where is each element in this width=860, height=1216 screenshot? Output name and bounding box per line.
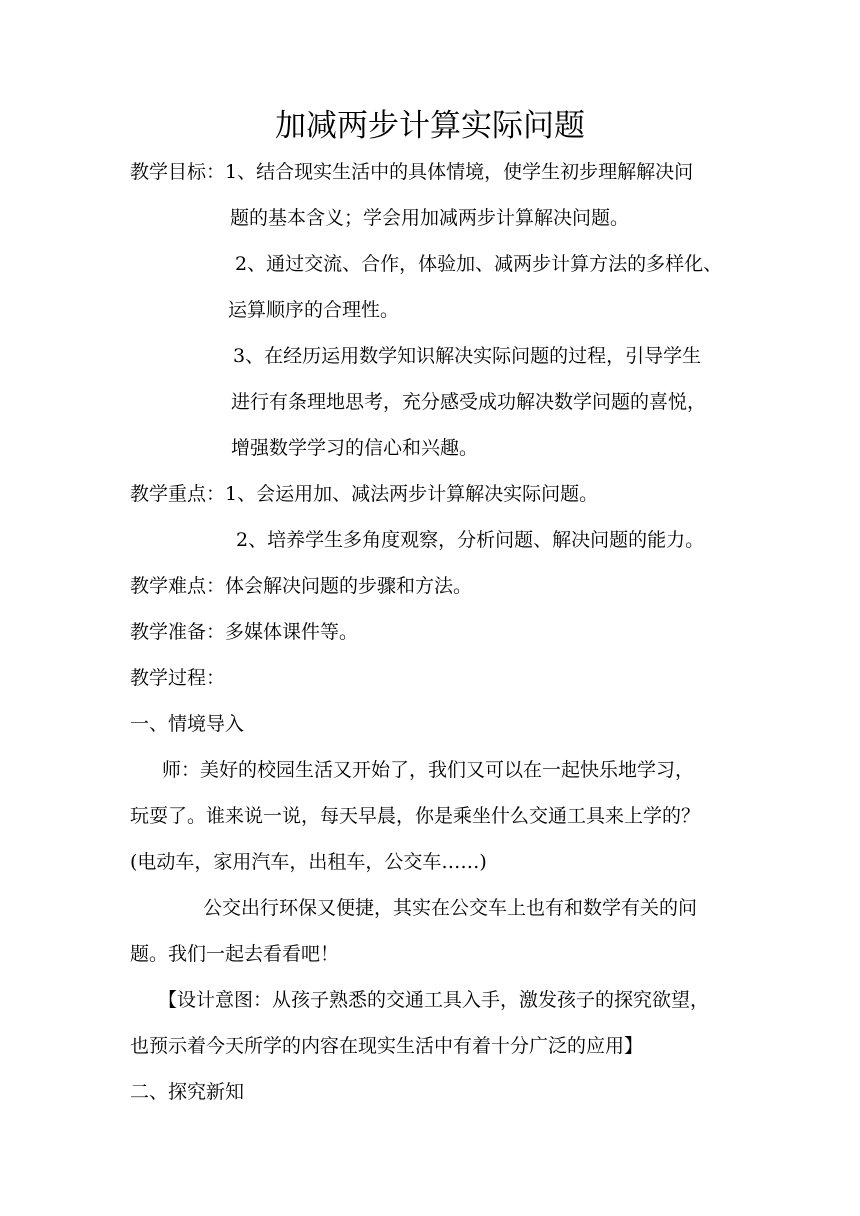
objective-line-1: 教学目标：1、结合现实生活中的具体情境，使学生初步理解解决问 [130, 161, 694, 183]
paragraph-line-3: (电动车，家用汽车，出租车，公交车……) [130, 851, 487, 873]
difficulty-line: 教学难点：体会解决问题的步骤和方法。 [130, 575, 473, 597]
preparation-line: 教学准备：多媒体课件等。 [130, 621, 359, 643]
objective-line-4: 运算顺序的合理性。 [228, 299, 400, 321]
paragraph-line-2: 玩耍了。谁来说一说，每天早晨，你是乘坐什么交通工具来上学的？ [130, 805, 701, 827]
objective-line-2: 题的基本含义；学会用加减两步计算解决问题。 [230, 207, 630, 229]
process-heading: 教学过程： [130, 667, 226, 689]
objective-line-7: 增强数学学习的信心和兴趣。 [231, 437, 479, 459]
objective-line-3: 2、通过交流、合作，体验加、减两步计算方法的多样化、 [235, 253, 723, 275]
paragraph-line-4: 公交出行环保又便捷，其实在公交车上也有和数学有关的问 [203, 897, 698, 919]
key-point-line-1: 教学重点：1、会运用加、减法两步计算解决实际问题。 [130, 483, 599, 505]
paragraph-line-1: 师：美好的校园生活又开始了，我们又可以在一起快乐地学习， [162, 759, 695, 781]
paragraph-line-5: 题。我们一起去看看吧！ [130, 943, 340, 965]
key-point-line-2: 2、培养学生多角度观察，分析问题、解决问题的能力。 [236, 529, 705, 551]
design-intent-line-1: 【设计意图：从孩子熟悉的交通工具入手，激发孩子的探究欲望， [158, 989, 710, 1011]
objective-line-5: 3、在经历运用数学知识解决实际问题的过程，引导学生 [233, 345, 702, 367]
document-title: 加减两步计算实际问题 [275, 108, 585, 144]
section-1-heading: 一、情境导入 [130, 713, 245, 735]
objective-line-6: 进行有条理地思考，充分感受成功解决数学问题的喜悦， [231, 391, 707, 413]
section-2-heading: 二、探究新知 [130, 1081, 245, 1103]
design-intent-line-2: 也预示着今天所学的内容在现实生活中有着十分广泛的应用】 [130, 1035, 644, 1057]
